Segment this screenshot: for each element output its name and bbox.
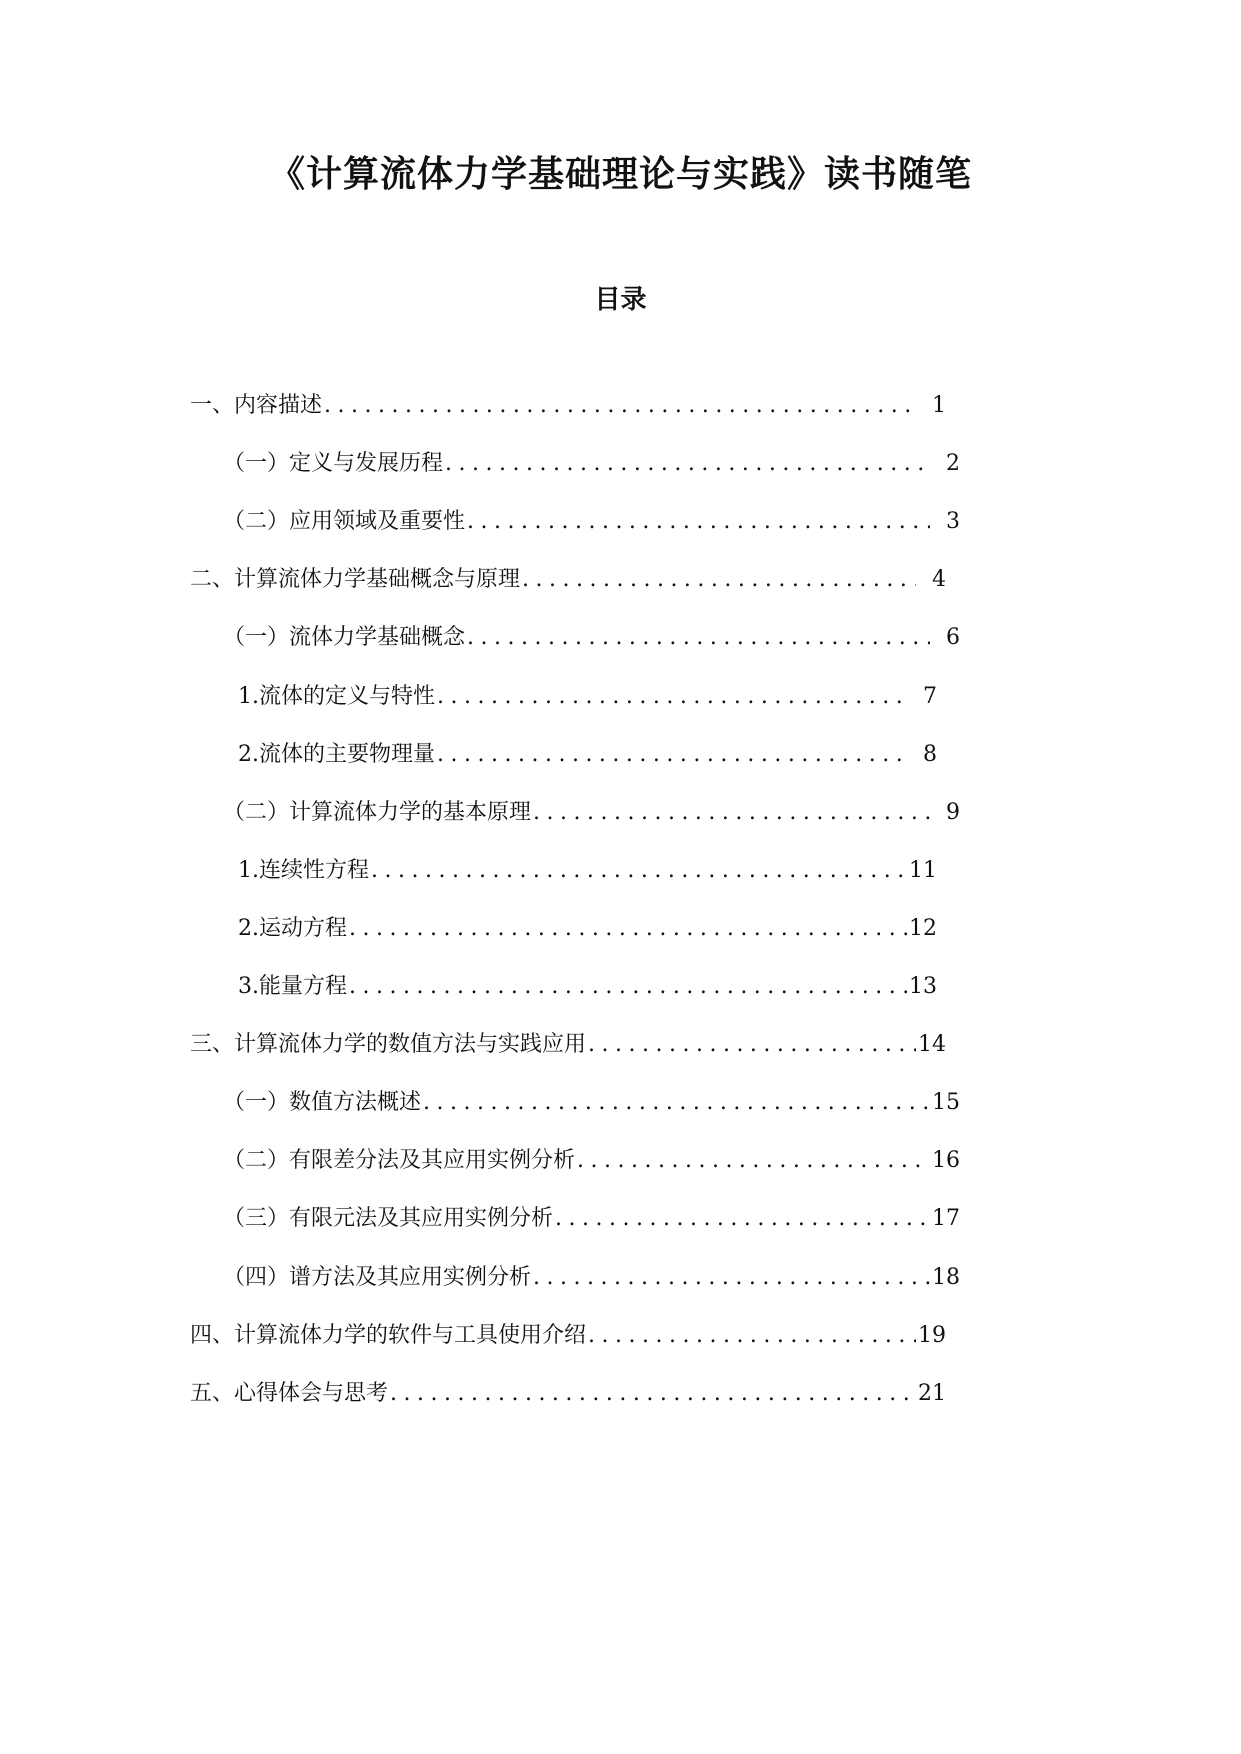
toc-entry-page: 18 [932,1264,960,1290]
toc-entry[interactable] [190,1374,946,1414]
toc-dot-leader [349,967,907,1007]
toc-dot-leader [423,1083,930,1123]
toc-dot-leader [467,502,930,542]
toc-entry-text: 四、计算流体力学的软件与工具使用介绍 [190,1322,587,1348]
toc-entry[interactable] [223,1258,960,1298]
toc-entry[interactable] [223,444,960,484]
toc-entry-page: 21 [918,1380,946,1406]
toc-entry-text: （一）流体力学基础概念 [223,625,466,651]
toc-entry[interactable] [238,851,937,891]
toc-entry-page: 3 [946,509,960,535]
toc-entry[interactable] [238,909,937,949]
toc-entry[interactable] [238,967,937,1007]
toc-dot-leader [533,1258,930,1298]
toc-entry-text: 一、内容描述 [190,393,323,418]
toc-entry[interactable] [223,502,960,542]
toc-entry-text: 运动方程 [259,915,348,941]
toc-entry-page: 12 [909,915,937,941]
toc-entry[interactable] [190,560,946,600]
toc-entry-text: （二）有限差分法及其应用实例分析 [223,1148,576,1174]
toc-entry-page: 4 [932,567,946,593]
toc-entry-number: 3. [238,974,259,999]
toc-entry-page: 16 [932,1148,960,1174]
toc-dot-leader [588,1025,916,1065]
toc-entry-text: （二）计算流体力学的基本原理 [223,799,532,825]
toc-dot-leader [555,1199,930,1239]
toc-entry[interactable] [190,386,946,426]
toc-entry-page: 11 [909,857,937,883]
toc-entry-text: 连续性方程 [259,857,370,883]
toc-entry[interactable] [223,1199,960,1239]
toc-entry[interactable] [190,1025,946,1065]
toc-entry-page: 17 [932,1206,960,1232]
toc-entry[interactable] [238,735,937,775]
toc-entry[interactable] [223,793,960,833]
toc-entry[interactable] [223,1141,960,1181]
toc-dot-leader [467,618,930,658]
toc-dot-leader [437,735,907,775]
toc-dot-leader [371,851,907,891]
toc-entry-text: 能量方程 [259,974,348,999]
toc-entry-text: 二、计算流体力学基础概念与原理 [190,567,521,593]
toc-entry-page: 15 [932,1090,960,1116]
toc-entry[interactable] [223,618,960,658]
toc-entry-number: 1. [238,857,259,883]
toc-entry-page: 19 [918,1322,946,1348]
toc-dot-leader [349,909,907,949]
toc-entry-page: 8 [923,741,937,767]
toc-entry-text: （一）数值方法概述 [223,1090,422,1116]
toc-dot-leader [324,386,916,426]
toc-dot-leader [522,560,916,600]
toc-entry-page: 9 [946,799,960,825]
toc-entry-text: （三）有限元法及其应用实例分析 [223,1206,554,1232]
toc-entry-text: （一）定义与发展历程 [223,451,444,477]
toc-entry[interactable] [223,1083,960,1123]
toc-entry-text: 流体的定义与特性 [259,683,436,709]
toc-entry-number: 2. [238,915,259,941]
toc-entry-page: 1 [932,393,946,418]
toc-dot-leader [577,1141,930,1181]
toc-entry-page: 14 [918,1032,946,1058]
toc-entry-page: 6 [946,625,960,651]
toc-dot-leader [588,1316,916,1356]
toc-dot-leader [437,677,907,717]
toc-entry[interactable] [190,1316,946,1356]
toc-entry-text: （四）谱方法及其应用实例分析 [223,1264,532,1290]
toc-entry-text: 五、心得体会与思考 [190,1380,389,1406]
toc-entry-page: 2 [946,451,960,477]
toc-heading: 目录 [594,285,647,315]
document-title: 《计算流体力学基础理论与实践》读书随笔 [268,154,972,195]
toc-entry-text: 三、计算流体力学的数值方法与实践应用 [190,1032,587,1058]
toc-dot-leader [533,793,930,833]
toc-entry-page: 13 [909,974,937,999]
toc-entry-text: （二）应用领域及重要性 [223,509,466,535]
toc-dot-leader [445,444,930,484]
toc-dot-leader [390,1374,916,1414]
toc-entry-number: 2. [238,741,259,767]
toc-entry[interactable] [238,677,937,717]
toc-entry-page: 7 [923,683,937,709]
toc-entry-text: 流体的主要物理量 [259,741,436,767]
toc-entry-number: 1. [238,683,259,709]
